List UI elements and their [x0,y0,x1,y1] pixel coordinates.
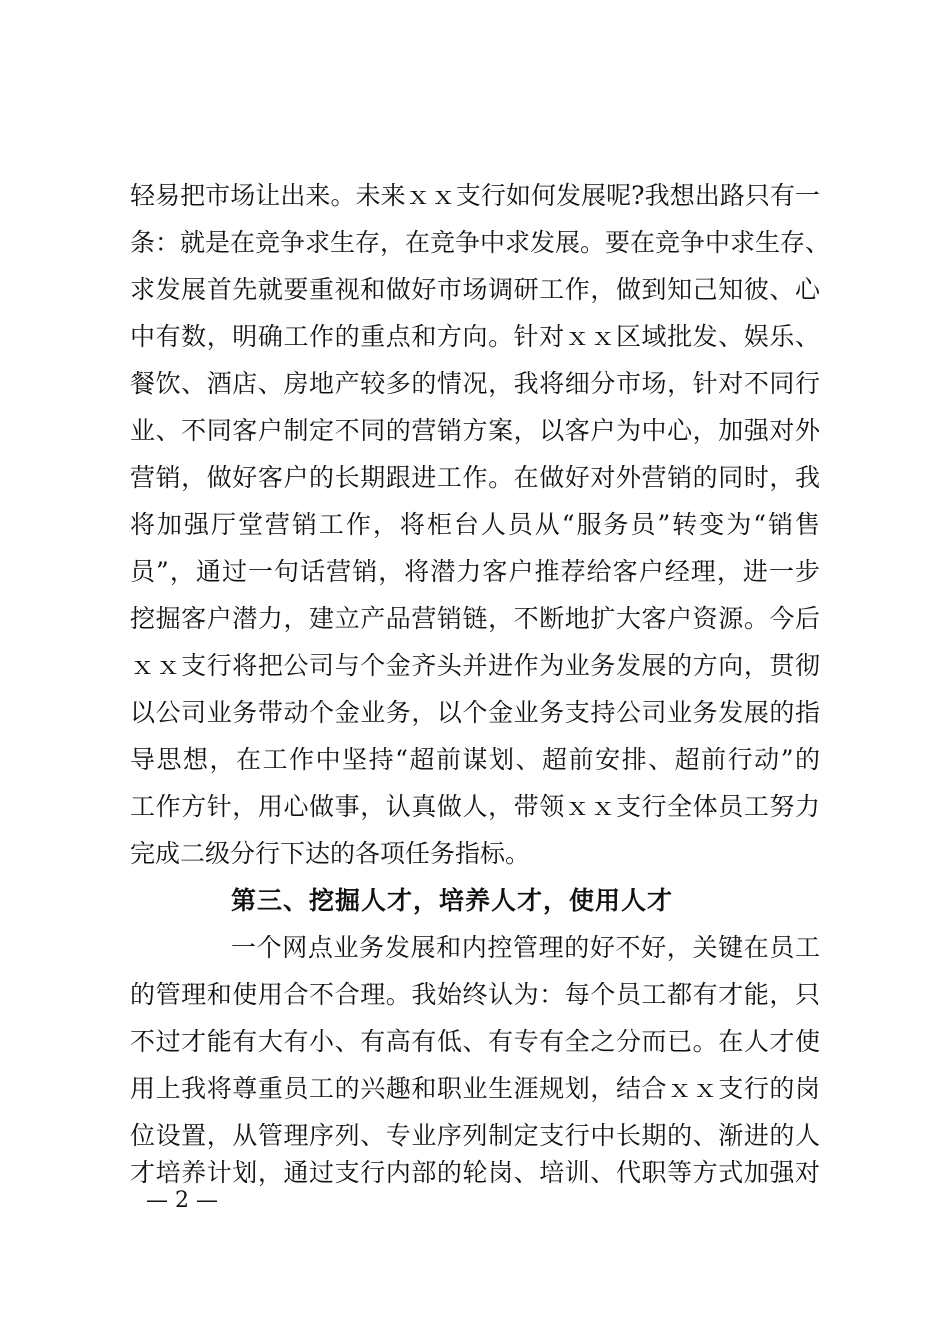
text-line: 才培养计划，通过支行内部的轮岗、培训、代职等方式加强对 [130,1158,820,1187]
text-line: 员”，通过一句话营销，将潜力客户推荐给客户经理，进一步 [130,557,820,586]
text-line: 将加强厅堂营销工作，将柜台人员从“服务员”转变为“销售 [130,510,820,539]
text-line: 餐饮、酒店、房地产较多的情况，我将细分市场，针对不同行 [130,369,820,398]
text-line: 工作方针，用心做事，认真做人，带领ｘｘ支行全体员工努力 [130,792,820,821]
text-line: 完成二级分行下达的各项任务指标。 [130,839,531,868]
text-line: 条：就是在竞争求生存，在竞争中求发展。要在竞争中求生存、 [130,228,831,257]
text-line: 求发展首先就要重视和做好市场调研工作，做到知己知彼、心 [130,275,820,304]
text-line: 中有数，明确工作的重点和方向。针对ｘｘ区域批发、娱乐、 [130,322,820,351]
text-line: 以公司业务带动个金业务，以个金业务支持公司业务发展的指 [130,698,820,727]
text-line: 业、不同客户制定不同的营销方案，以客户为中心，加强对外 [130,416,820,445]
text-line: 营销，做好客户的长期跟进工作。在做好对外营销的同时，我 [130,463,820,492]
text-line: 位设置，从管理序列、专业序列制定支行中长期的、渐进的人 [130,1121,820,1150]
text-line: 一个网点业务发展和内控管理的好不好，关键在员工 [231,933,820,962]
text-line: ｘｘ支行将把公司与个金齐头并进作为业务发展的方向，贯彻 [130,651,820,680]
text-line: 不过才能有大有小、有高有低、有专有全之分而已。在人才使 [130,1027,820,1056]
text-line: 用上我将尊重员工的兴趣和职业生涯规划，结合ｘｘ支行的岗 [130,1074,820,1103]
text-line: 导思想，在工作中坚持“超前谋划、超前安排、超前行动”的 [130,745,820,774]
text-line: 的管理和使用合不合理。我始终认为：每个员工都有才能，只 [130,980,820,1009]
text-line: 挖掘客户潜力，建立产品营销链，不断地扩大客户资源。今后 [130,604,820,633]
text-line: 轻易把市场让出来。未来ｘｘ支行如何发展呢?我想出路只有一 [130,181,820,210]
page-number: — 2 — [146,1188,218,1213]
section-heading: 第三、挖掘人才，培养人才，使用人才 [231,886,674,915]
